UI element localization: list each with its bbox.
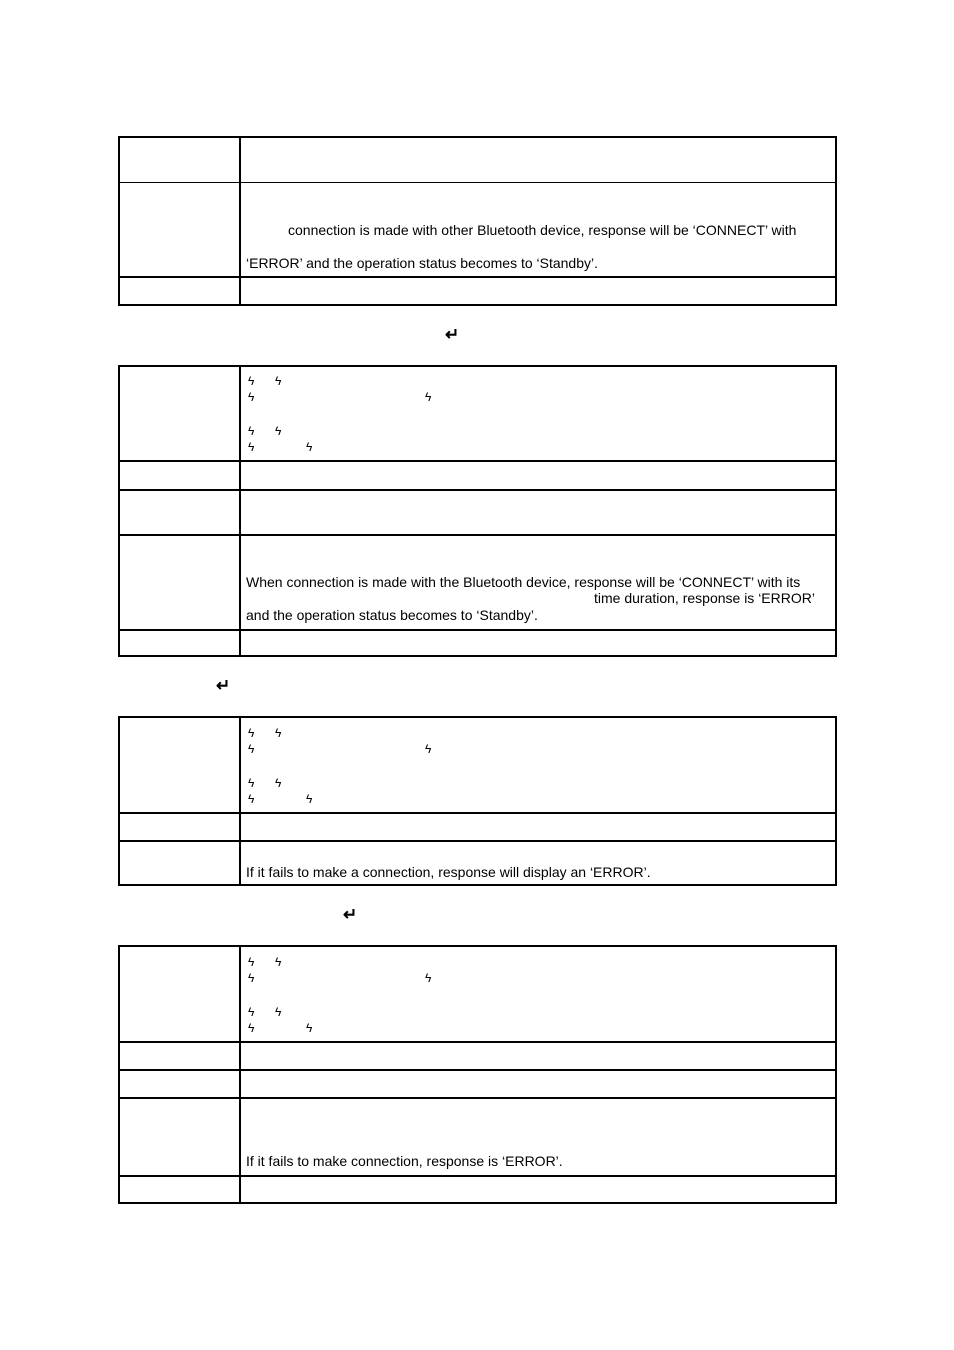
table-row xyxy=(120,842,835,884)
table-row xyxy=(120,1177,835,1202)
description-text: If it fails to make a connection, response will display an ‘ERROR’. xyxy=(246,864,651,880)
control-char-icon: ϟ xyxy=(248,776,255,790)
control-char-icon: ϟ xyxy=(248,742,255,756)
enter-key-icon: ↵ xyxy=(445,325,460,344)
control-char-icon: ϟ xyxy=(275,424,282,438)
command-table-1 xyxy=(118,136,837,306)
control-char-icon: ϟ xyxy=(248,1021,255,1035)
command-table-2 xyxy=(118,365,837,657)
description-text: and the operation status becomes to ‘Standby’. xyxy=(246,607,538,623)
table-row xyxy=(120,1099,835,1177)
control-char-icon: ϟ xyxy=(248,1005,255,1019)
description-text: ‘ERROR’ and the operation status becomes to ‘Standby’. xyxy=(246,255,599,271)
control-char-icon: ϟ xyxy=(306,792,313,806)
table-row xyxy=(120,1043,835,1071)
table-row xyxy=(120,367,835,462)
description-text: When connection is made with the Bluetooth device, response will be ‘CONNECT’ with its xyxy=(246,574,801,590)
control-char-icon: ϟ xyxy=(306,440,313,454)
control-char-icon: ϟ xyxy=(275,1005,282,1019)
control-char-icon: ϟ xyxy=(425,742,432,756)
control-char-icon: ϟ xyxy=(248,374,255,388)
description-text: connection is made with other Bluetooth device, response will be ‘CONNECT’ with xyxy=(288,222,797,238)
control-char-icon: ϟ xyxy=(275,374,282,388)
enter-key-icon: ↵ xyxy=(216,676,231,695)
table-row xyxy=(120,183,835,278)
control-char-icon: ϟ xyxy=(248,971,255,985)
description-text: time duration, response is ‘ERROR’ xyxy=(594,590,815,606)
table-row xyxy=(120,1071,835,1099)
control-char-icon: ϟ xyxy=(425,390,432,404)
control-char-icon: ϟ xyxy=(248,792,255,806)
command-table-4 xyxy=(118,945,837,1204)
table-row xyxy=(120,278,835,304)
command-table-3 xyxy=(118,716,837,886)
control-char-icon: ϟ xyxy=(306,1021,313,1035)
control-char-icon: ϟ xyxy=(248,955,255,969)
control-char-icon: ϟ xyxy=(425,971,432,985)
table-row xyxy=(120,536,835,631)
description-text: If it fails to make connection, response is ‘ERROR’. xyxy=(246,1153,563,1169)
table-row xyxy=(120,462,835,491)
control-char-icon: ϟ xyxy=(248,390,255,404)
control-char-icon: ϟ xyxy=(248,424,255,438)
control-char-icon: ϟ xyxy=(275,955,282,969)
table-row xyxy=(120,814,835,842)
control-char-icon: ϟ xyxy=(248,440,255,454)
table-row xyxy=(120,491,835,536)
table-row xyxy=(120,138,835,183)
control-char-icon: ϟ xyxy=(275,776,282,790)
enter-key-icon: ↵ xyxy=(343,905,358,924)
table-row xyxy=(120,718,835,814)
table-row xyxy=(120,631,835,655)
control-char-icon: ϟ xyxy=(248,726,255,740)
control-char-icon: ϟ xyxy=(275,726,282,740)
table-row xyxy=(120,947,835,1043)
